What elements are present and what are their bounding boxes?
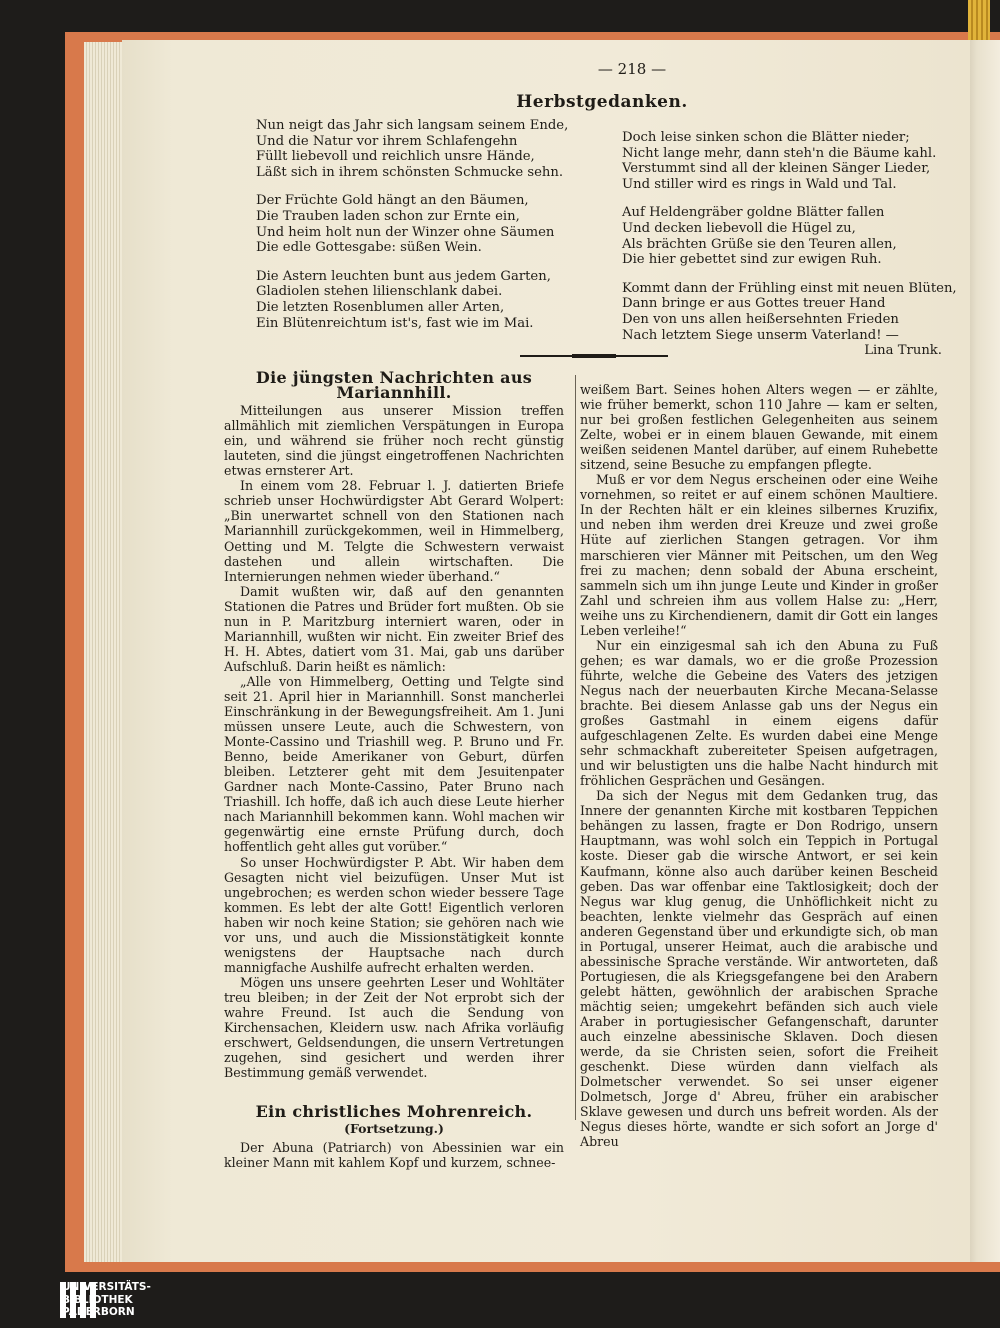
poem-line: Die hier gebettet sind zur ewigen Ruh. — [622, 252, 882, 268]
page-number: — 218 — — [597, 60, 667, 78]
library-logo-line: BIBLIOTHEK — [62, 1293, 133, 1306]
poem-line: Kommt dann der Frühling einst mit neuen Blüten, — [622, 280, 957, 296]
section-divider — [520, 355, 668, 357]
poem-line: Doch leise sinken schon die Blätter nieder; — [622, 130, 910, 145]
article-paragraph: Muß er vor dem Negus erscheinen oder eine Weihe vornehmen, so reitet er auf einem schönen Maultiere. In der Rechten hält er ein kleines silbernes Kruzifix, und neben ihm werden drei Kreuze und zwei große Hüte auf zierlichen Stangen getragen. Vor ihm marschieren vier Männer mit Peitschen, um den Weg frei zu machen; denn sobald der Abuna erscheint, sammeln sich um ihn junge Leute und Kinder in großer Zahl und schreien ihm aus vollem Halse zu: „Herr, weihe uns zu Kirchendienern, damit dir Gott ein langes Leben verleihe!“ — [580, 472, 938, 638]
poem-stanza — [256, 269, 556, 331]
poem-line: Nun neigt das Jahr sich langsam seinem Ende, — [256, 118, 569, 133]
poem-line: Verstummt sind all der kleinen Sänger Lieder, — [622, 161, 931, 177]
poem-line: Ein Blütenreichtum ist's, fast wie im Mai. — [256, 315, 534, 331]
poem-line: Und heim holt nun der Winzer ohne Säumen — [256, 224, 555, 240]
poem-line: Und die Natur vor ihrem Schlafengehn — [256, 133, 518, 149]
article-paragraph: weißem Bart. Seines hohen Alters wegen — er zählte, wie früher bemerkt, schon 110 Jahre — kam er selten, nur bei großen festlichen Gelegenheiten aus seinem Zelte, wobei er in einem blauen Gewande, mit einem weißen seidenen Mantel darüber, auf einem Ruhebette sitzend, seine Besuche zu empfangen pflegte. — [580, 382, 938, 473]
library-logo-line: UNIVERSITÄTS- — [62, 1281, 151, 1293]
poem-line: Nach letztem Siege unserm Vaterland! — — [622, 327, 899, 343]
article-paragraph: Damit wußten wir, daß auf den genannten Stationen die Patres und Brüder fort mußten. Ob sie nun in P. Maritzburg interniert waren, oder in Mariannhill, wußten wir nicht. Ein zweiter Brief des H. H. Abtes, datiert vom 31. Mai, gab uns darüber Aufschluß. Darin heißt es nämlich: — [224, 583, 564, 674]
poem-title: Herbstgedanken. — [516, 92, 688, 112]
article-paragraph: So unser Hochwürdigster P. Abt. Wir haben dem Gesagten nicht viel beizufügen. Unser Mut ist ungebrochen; es werden schon wieder bessere Tage kommen. Es lebt der alte Gott! Eigentlich verloren haben wir noch keine Station; sie gehören nach wie vor uns, und auch die Missionstätigkeit konnte wenigstens der Hauptsache nach durch mannigfache Aushilfe aufrecht erhalten werden. — [224, 854, 564, 975]
article-paragraph: „Alle von Himmelberg, Oetting und Telgte sind seit 21. April hier in Mariannhill. Sonst mancherlei Einschränkung in der Bewegungsfreiheit. Am 1. Juni müssen unsere Leute, auch die Schwestern, von Monte-Cassino und Triashill weg. P. Bruno und Fr. Benno, beide Amerikaner von Geburt, dürfen bleiben. Letzterer geht mit dem Jesuitenpater Gardner nach Monte-Cassino, Pater Bruno nach Triashill. Ich hoffe, daß ich auch diese Leute hierher nach Mariannhill bekommen kann. Wohl machen wir gegenwärtig eine ernste Prüfung durch, doch hoffentlich geht alles gut vorüber.“ — [224, 673, 564, 855]
article-heading: Ein christliches Mohrenreich. — [255, 1102, 533, 1122]
article-paragraph: Mögen uns unsere geehrten Leser und Wohltäter treu bleiben; in der Zeit der Not erprobt sich der wahre Freund. Ist auch die Sendung von Kirchensachen, Kleidern usw. nach Afrika vorläufig erschwert, Geldsendungen, die unsern Vertretungen zugehen, sind gesichert und werden ihrer Bestimmung gemäß verwendet. — [224, 974, 564, 1081]
poem-stanza — [256, 118, 569, 180]
article-subtitle: (Fortsetzung.) — [344, 1121, 444, 1137]
column-separator — [575, 375, 576, 1120]
poem-right-column — [622, 130, 957, 359]
poem-line: Als brächten Grüße sie den Teuren allen, — [622, 236, 897, 252]
poem-line: Den von uns allen heißersehnten Frieden — [622, 311, 899, 327]
poem-line: Auf Heldengräber goldne Blätter fallen — [622, 205, 885, 221]
article-paragraph: Der Abuna (Patriarch) von Abessinien war ein kleiner Mann mit kahlem Kopf und kurzem, schnee- — [224, 1140, 564, 1171]
poem-stanza — [622, 205, 942, 267]
poem-line: Und decken liebevoll die Hügel zu, — [622, 220, 856, 236]
poem-line: Und stiller wird es rings in Wald und Tal. — [622, 176, 897, 192]
poem-line: Dann bringe er aus Gottes treuer Hand — [622, 296, 886, 312]
page-edges — [84, 42, 124, 1262]
article-paragraph: In einem vom 28. Februar l. J. datierten Briefe schrieb unser Hochwürdigster Abt Gerard Wolpert: „Bin unerwartet schnell von den Stationen nach Mariannhill zurückgekommen, weil in Himmelberg, Oetting und M. Telgte die Schwestern verwaist dastehen und allein wirtschaften. Die Internierungen nehmen wieder überhand.“ — [224, 478, 564, 584]
article-paragraph: Mitteilungen aus unserer Mission treffen allmählich mit ziemlichen Verspätungen in Europa ein, und während sie früher noch recht günstig lauteten, sind die jüngst eingetroffenen Nachrichten etwas ernsterer Art. — [224, 403, 564, 479]
poem-line: Die Trauben laden schon zur Ernte ein, — [256, 208, 520, 224]
poem-line: Läßt sich in ihrem schönsten Schmucke sehn. — [256, 164, 564, 180]
poem-stanza — [256, 193, 556, 255]
poem-line: Nicht lange mehr, dann steh'n die Bäume kahl. — [622, 145, 937, 161]
poem-line: Die Astern leuchten bunt aus jedem Garten, — [256, 268, 551, 284]
article-paragraph: Da sich der Negus mit dem Gedanken trug, das Innere der genannten Kirche mit kostbaren Teppichen behängen zu lassen, fragte er Don Rodrigo, unsern Hauptmann, was wohl solch ein Teppich in Portugal koste. Dieser gab die wirsche Antwort, er sei kein Kaufmann, könne also auch darüber keinen Bescheid geben. Das war offenbar eine Taktlosigkeit; doch der Negus war klug genug, die Unhöflichkeit nicht zu beachten, lenkte vielmehr das Gespräch auf einen anderen Gegenstand über und erkundigte sich, ob man in Portugal, unserer Heimat, auch die arabische und abessinische Sprache verstände. Wir antworteten, daß Portugiesen, die als Kriegsgefangene bei den Arabern gelebt hätten, gewöhnlich der arabischen Sprache mächtig seien; umgekehrt befänden sich auch viele Araber in portugiesischer Gefangenschaft, darunter auch einzelne abessinische Sklaven. Doch diesen werde, da sie Christen seien, sofort die Freiheit geschenkt. Diese würden dann vielfach als Dolmetscher verwendet. So sei unser eigener Dolmetsch, Jorge d' Abreu, früher ein arabischer Sklave gewesen und durch uns befreit worden. Als der Negus dieses hörte, wandte er sich sofort an Jorge d' Abreu — [580, 788, 938, 1150]
poem-line: Gladiolen stehen lilienschlank dabei. — [256, 284, 503, 300]
library-logo-line: PADERBORN — [62, 1306, 135, 1318]
poem-stanza — [622, 130, 942, 192]
poem-author: Lina Trunk. — [864, 343, 942, 359]
poem-line: Die letzten Rosenblumen aller Arten, — [256, 299, 505, 315]
book-page — [122, 40, 970, 1262]
library-logo-text — [62, 1281, 151, 1319]
poem-line: Die edle Gottesgabe: süßen Wein. — [256, 240, 482, 256]
poem-line: Der Früchte Gold hängt an den Bäumen, — [256, 193, 529, 209]
poem-left-column — [256, 118, 569, 344]
article-paragraph: Nur ein einzigesmal sah ich den Abuna zu Fuß gehen; es war damals, wo er die große Prozession führte, welche die Gebeine des Vaters des jetzigen Negus nach der neuerbauten Kirche Mecana-Selasse brachte. Bei diesem Anlasse gab uns der Negus ein großes Gastmahl in einem eigens dafür aufgeschlagenen Zelte. Es wurden dabei eine Menge sehr schmackhaft zubereiteter Speisen aufgetragen, und wir belustigten uns die halbe Nacht hindurch mit fröhlichen Gesprächen und Gesängen. — [580, 637, 938, 789]
article-heading: Die jüngsten Nachrichten aus Mariannhill. — [255, 368, 533, 403]
poem-stanza — [622, 280, 957, 343]
poem-line: Füllt liebevoll und reichlich unsre Hände, — [256, 149, 535, 165]
right-text-column — [580, 382, 938, 1149]
left-text-column — [224, 370, 564, 1170]
